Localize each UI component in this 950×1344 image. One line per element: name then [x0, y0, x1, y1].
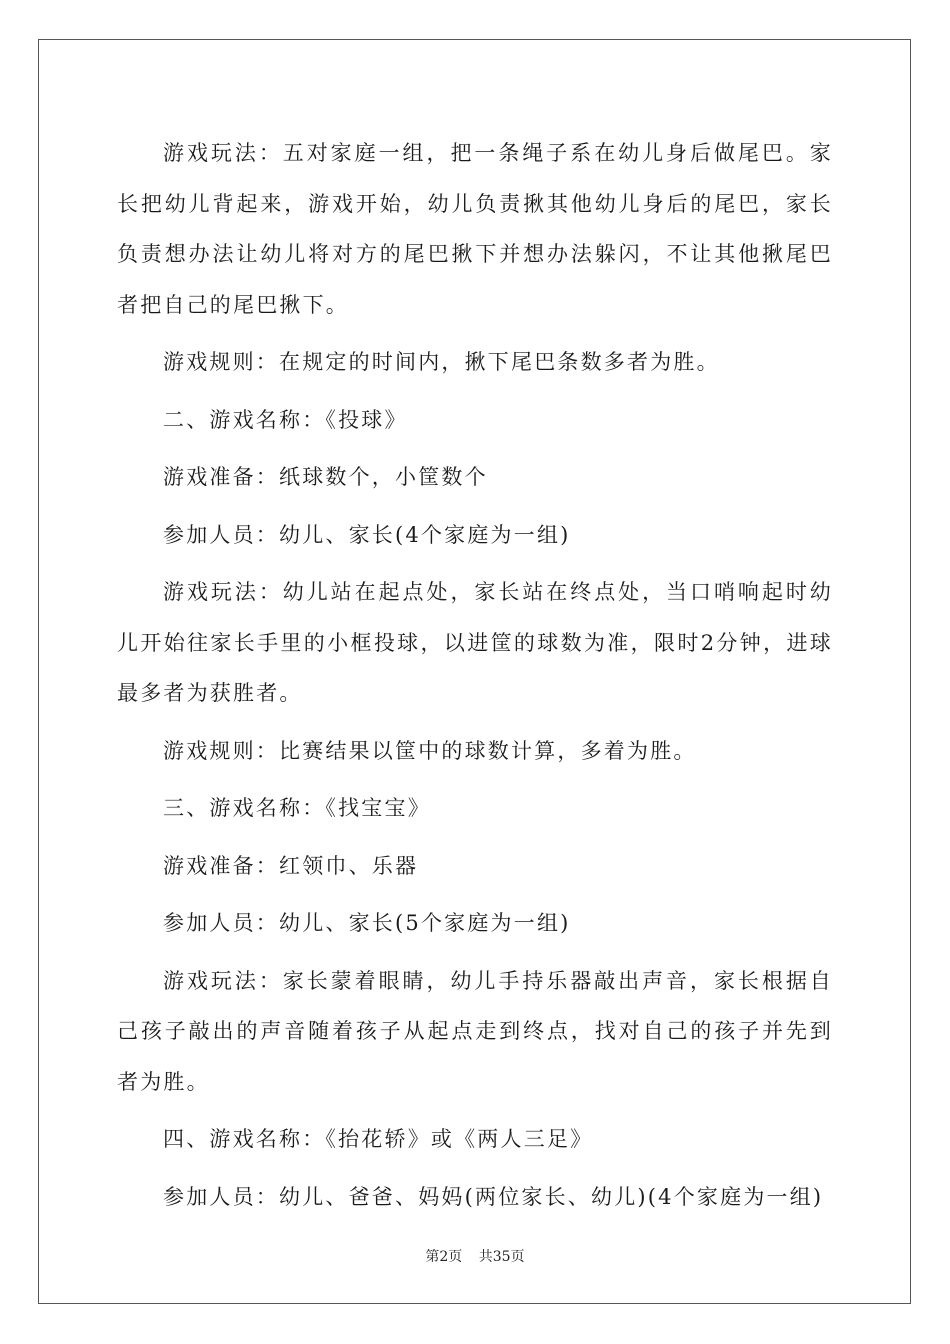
paragraph: 参加人员：幼儿、爸爸、妈妈(两位家长、幼儿)(4个家庭为一组) [163, 1184, 824, 1209]
page-footer [0, 1246, 950, 1266]
paragraph: 游戏玩法：幼儿站在起点处，家长站在终点处，当口哨响起时幼儿开始往家长手里的小框投球，以进筐的球数为准，限时2分钟，进球最多者为获胜者。 [117, 580, 833, 705]
paragraph: 游戏玩法：家长蒙着眼睛，幼儿手持乐器敲出声音，家长根据自己孩子敲出的声音随着孩子从起点走到终点，找对自己的孩子并先到者为胜。 [117, 968, 833, 1094]
paragraph: 游戏规则：比赛结果以筐中的球数计算，多着为胜。 [163, 738, 697, 763]
section-heading: 四、游戏名称：《抬花轿》或《两人三足》 [163, 1127, 594, 1151]
paragraph: 参加人员：幼儿、家长(4个家庭为一组) [163, 522, 571, 547]
paragraph: 游戏准备：纸球数个，小筐数个 [163, 465, 488, 489]
paragraph: 游戏规则：在规定的时间内，揪下尾巴条数多者为胜。 [163, 350, 720, 374]
paragraph: 游戏准备：红领巾、乐器 [163, 853, 419, 878]
document-body [117, 128, 833, 1229]
paragraph: 游戏玩法：五对家庭一组，把一条绳子系在幼儿身后做尾巴。家长把幼儿背起来，游戏开始，幼儿负责揪其他幼儿身后的尾巴，家长负责想办法让幼儿将对方的尾巴揪下并想办法躲闪，不让其他揪尾巴者把自己的尾巴揪下。 [117, 141, 833, 317]
section-heading: 二、游戏名称：《投球》 [163, 407, 408, 432]
page-number: 第2页 [425, 1249, 463, 1265]
section-heading: 三、游戏名称：《找宝宝》 [163, 796, 431, 820]
paragraph: 参加人员：幼儿、家长(5个家庭为一组) [163, 911, 571, 935]
page-total: 共35页 [478, 1249, 525, 1265]
